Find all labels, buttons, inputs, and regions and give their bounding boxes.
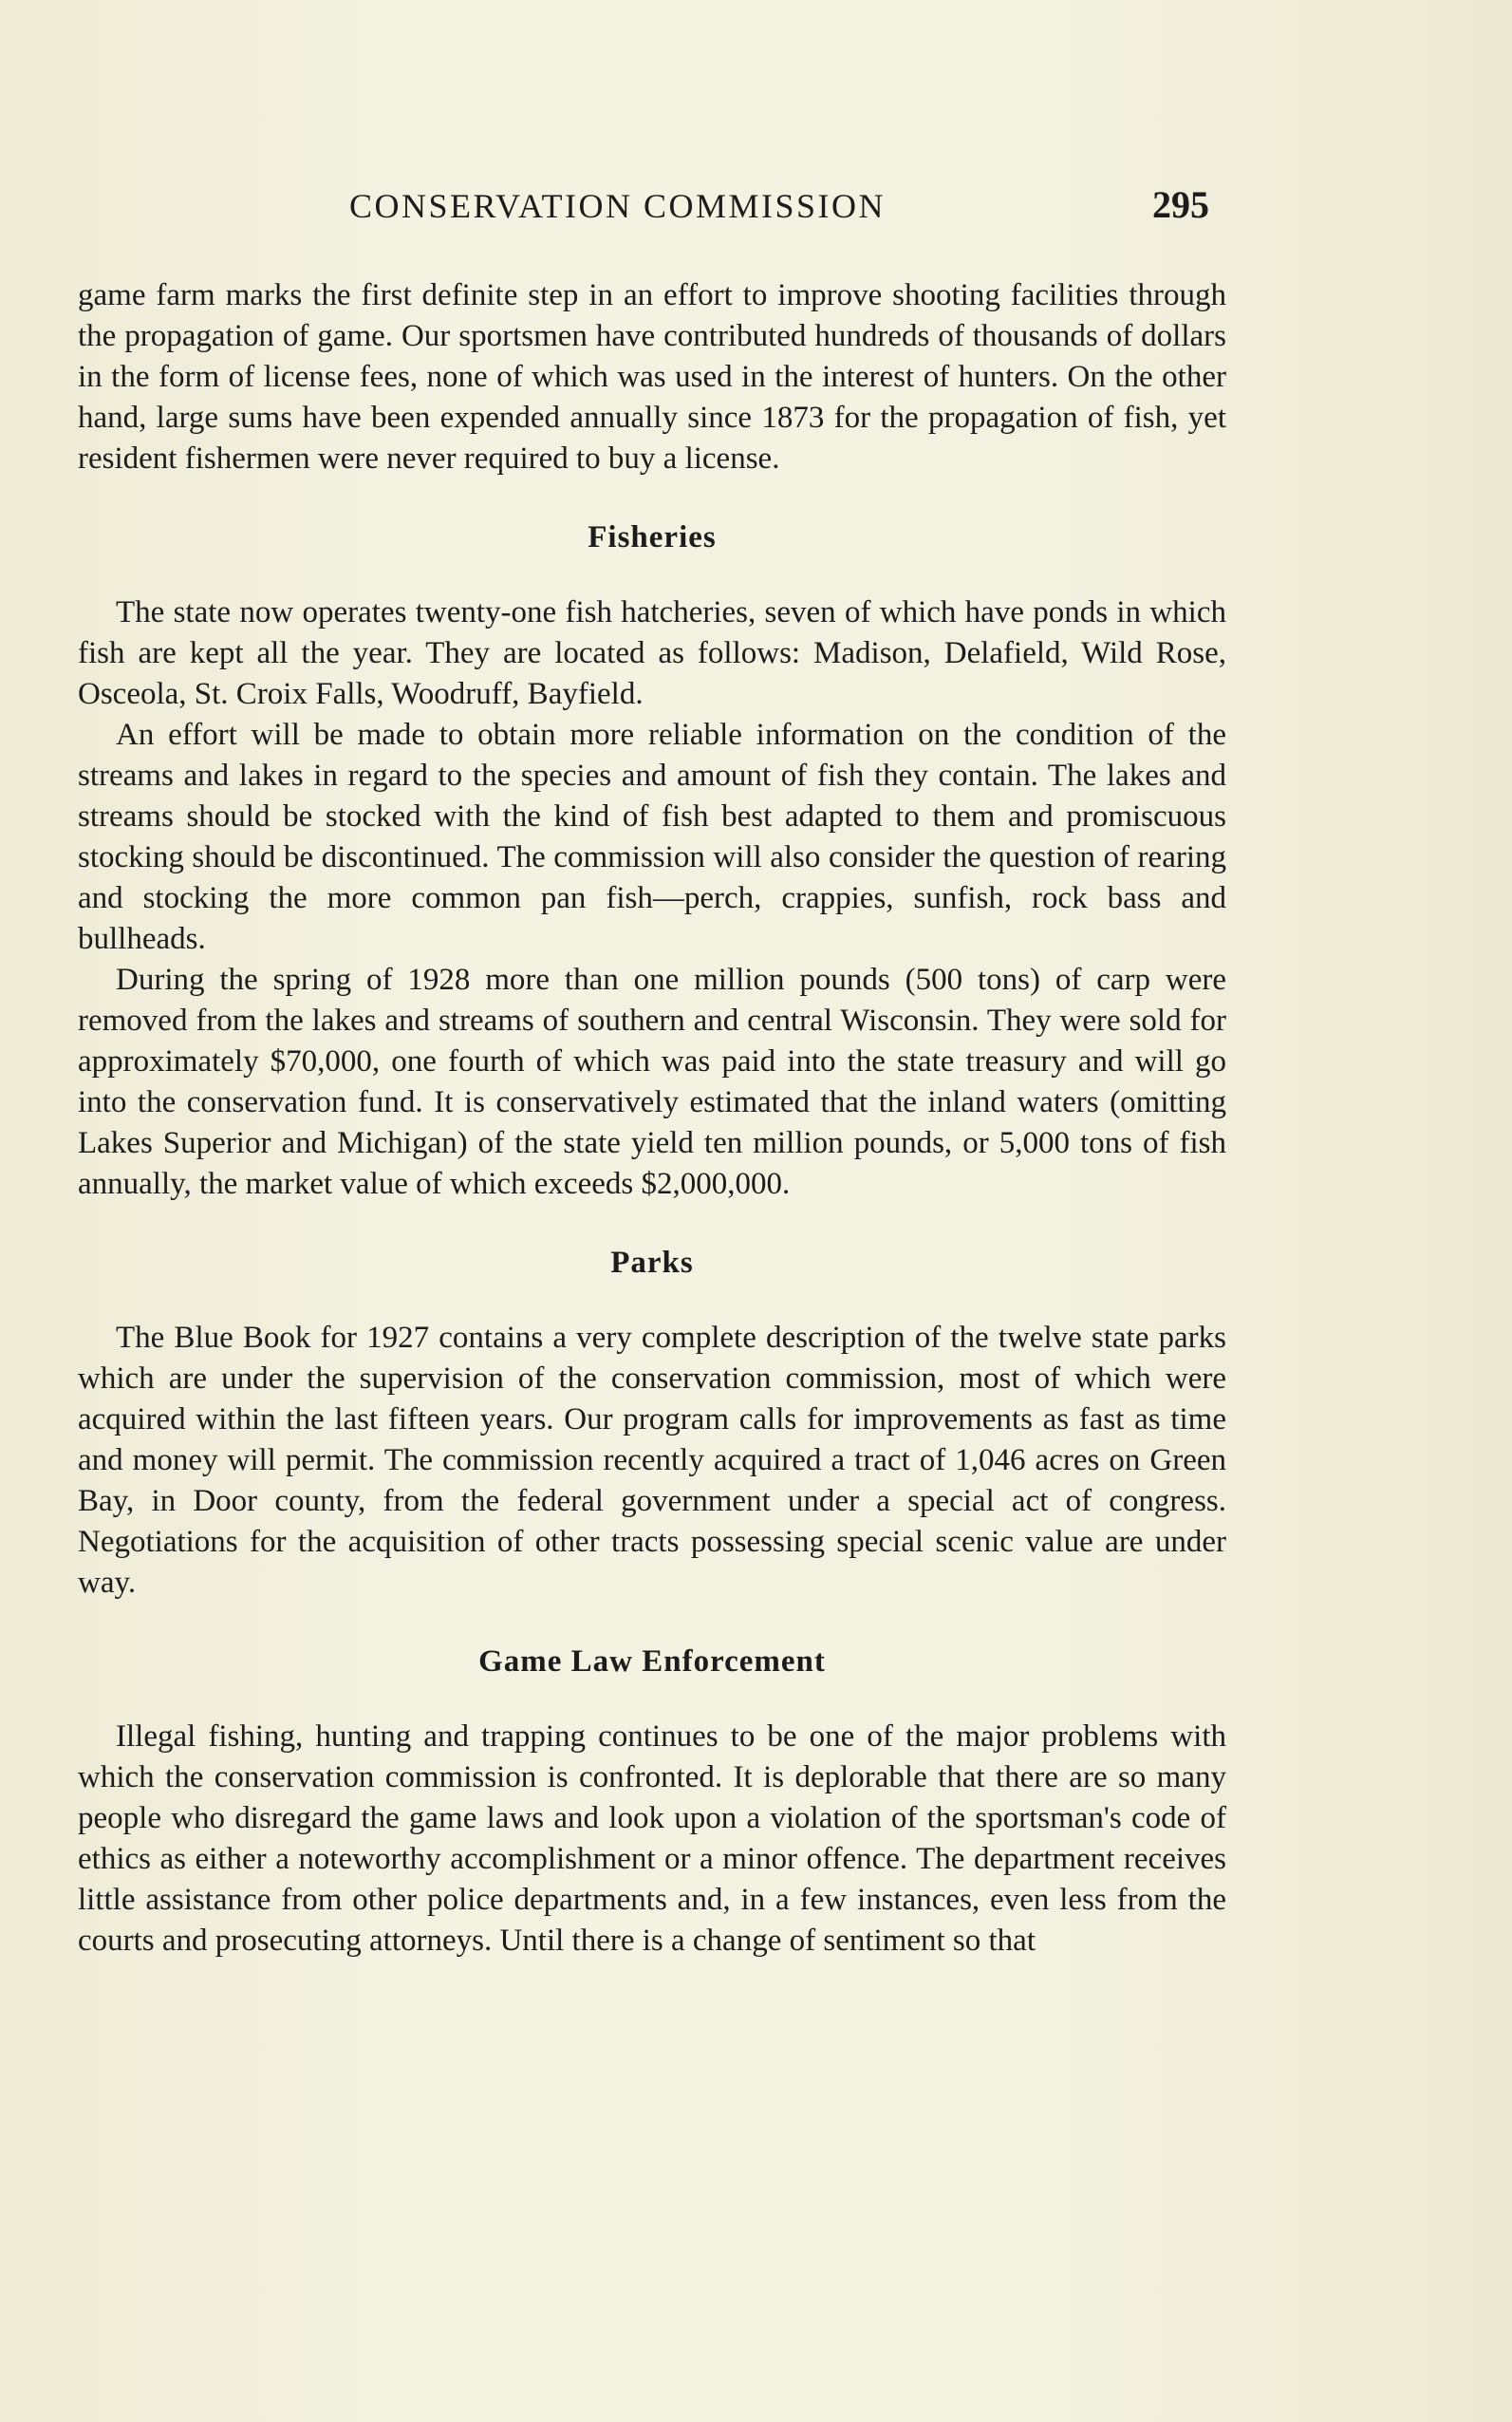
enforcement-heading: Game Law Enforcement — [478, 1644, 826, 1679]
fisheries-paragraph-2: An effort will be made to obtain more reliable information on the condition of the streams and lakes in regard to the species and amount of fish they contain. The lakes and streams should be stocked with the kind of fish best adapted to them and promiscuous stocking should be discontinued. The commission will also consider the question of rearing and stocking the more common pan fish—perch, crappies, sunfish, rock bass and bullheads. — [78, 718, 1226, 956]
page-number: 295 — [1152, 183, 1209, 226]
fisheries-heading: Fisheries — [588, 520, 717, 554]
fisheries-paragraph-1: The state now operates twenty-one fish hatcheries, seven of which have ponds in which fish are kept all the year. They are located as follows: Madison, Delafield, Wild Rose, Osceola, St. Croix Falls, Woodruff, Bayfield. — [78, 595, 1226, 711]
parks-heading: Parks — [610, 1246, 694, 1280]
enforcement-paragraph-1: Illegal fishing, hunting and trapping continues to be one of the major problems with which the conservation commission is confronted. It is deplorable that there are so many people who disregard the game laws and look upon a violation of the sportsman's code of ethics as either a noteworthy accomplishment or a minor offence. The department receives little assistance from other police departments and, in a few instances, even less from the courts and prosecuting attorneys. Until there is a change of sentiment so that — [78, 1719, 1226, 1958]
parks-paragraph-1: The Blue Book for 1927 contains a very complete description of the twelve state parks which are under the supervision of the conservation commission, most of which were acquired within the last fifteen years. Our program calls for improvements as fast as time and money will permit. The commission recently acquired a tract of 1,046 acres on Green Bay, in Door county, from the federal government under a special act of congress. Negotiations for the acquisition of other tracts possessing special scenic value are under way. — [78, 1321, 1226, 1600]
fisheries-paragraph-3: During the spring of 1928 more than one million pounds (500 tons) of carp were removed from the lakes and streams of southern and central Wisconsin. They were sold for approximately $70,000, one fourth of which was paid into the state treasury and will go into the conservation fund. It is conservatively estimated that the inland waters (omitting Lakes Superior and Michigan) of the state yield ten million pounds, or 5,000 tons of fish annually, the market value of which exceeds $2,000,000. — [78, 963, 1226, 1201]
running-title: CONSERVATION COMMISSION — [349, 187, 887, 225]
page-body — [78, 275, 1226, 1962]
intro-paragraph: game farm marks the first definite step in an effort to improve shooting facilities through the propagation of game. Our sportsmen have contributed hundreds of thousands of dollars in the form of license fees, none of which was used in the interest of hunters. On the other hand, large sums have been expended annually since 1873 for the propagation of fish, yet resident fishermen were never required to buy a license. — [78, 278, 1226, 476]
